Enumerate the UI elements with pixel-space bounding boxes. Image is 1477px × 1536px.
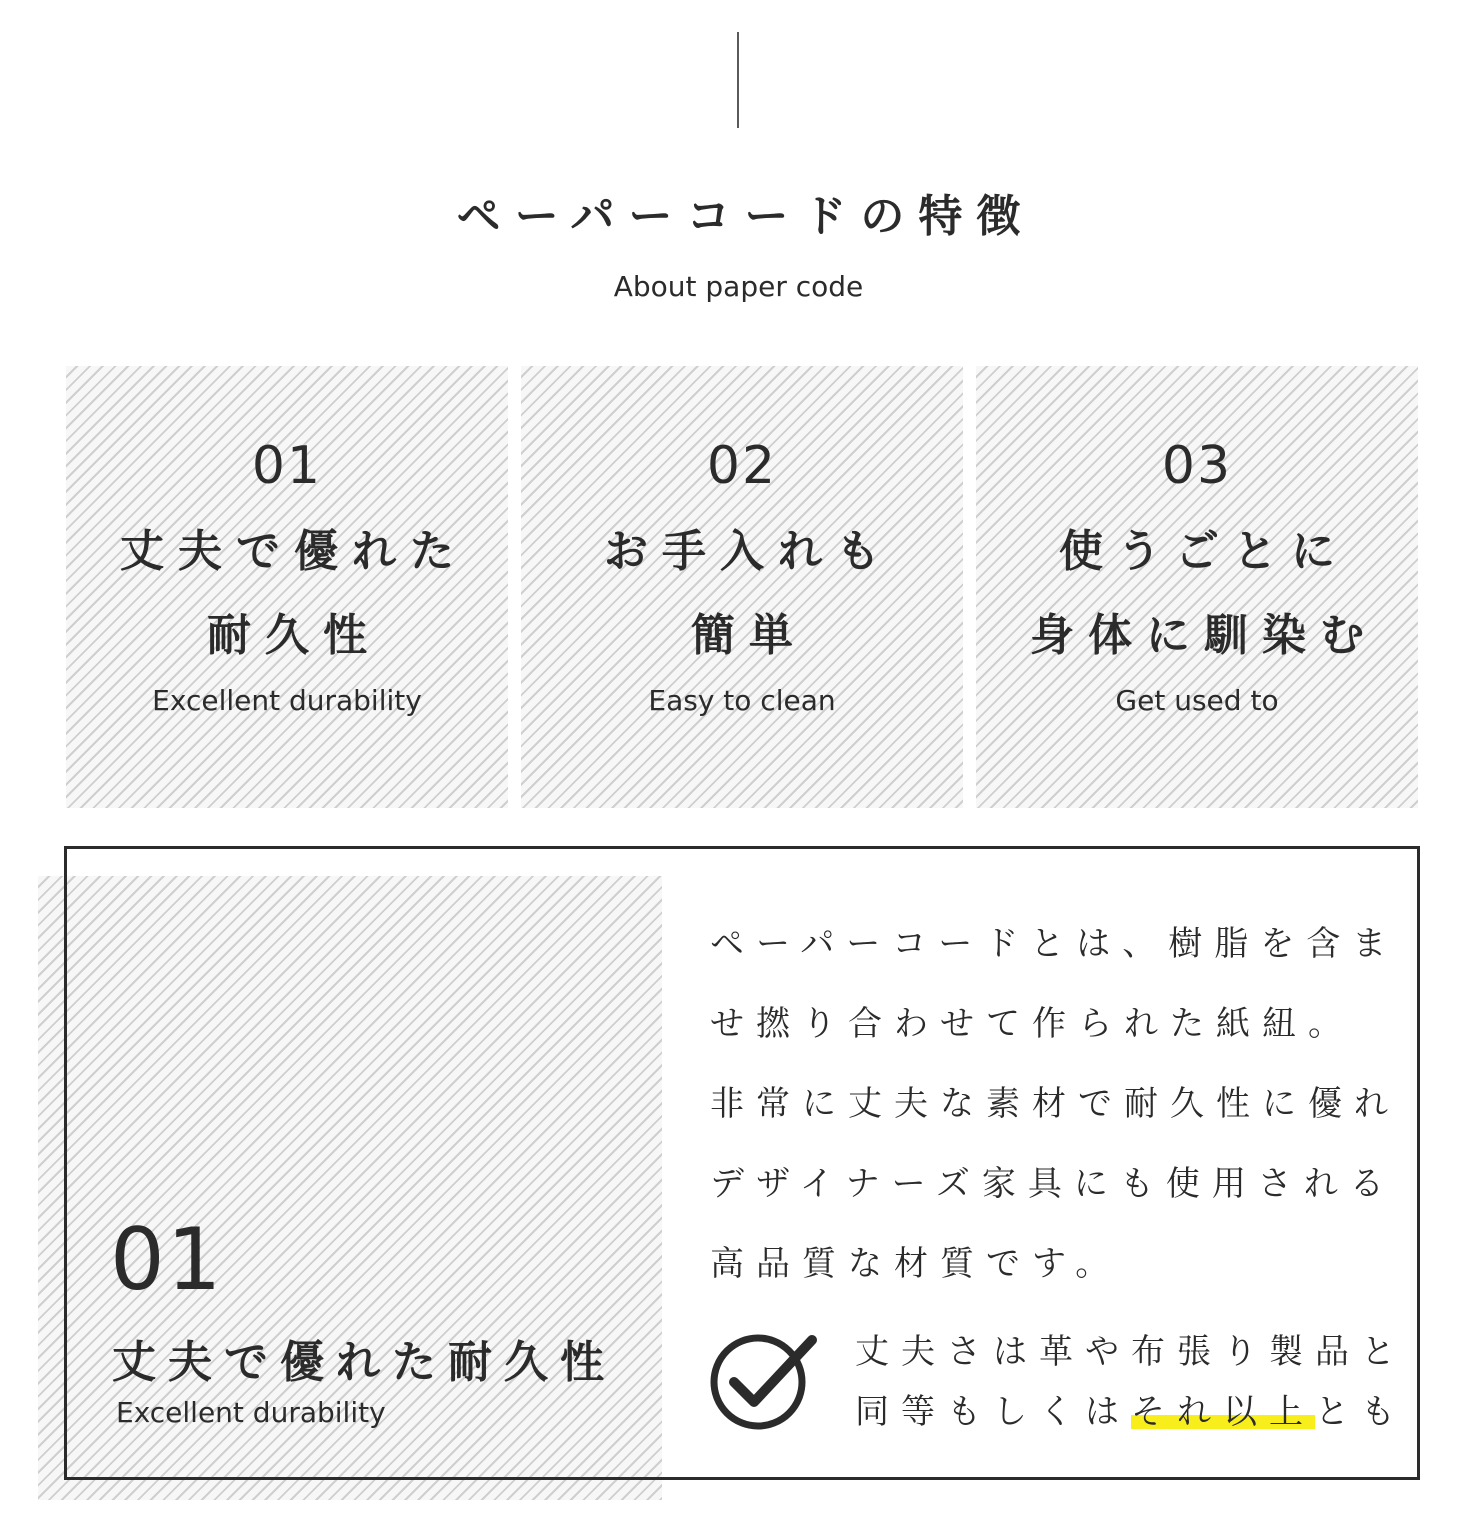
note-text: とも <box>1315 1392 1407 1432</box>
description-line: デザイナーズ家具にも使用される <box>710 1164 1396 1204</box>
feature-title-line1: 使うごとに <box>1059 526 1349 577</box>
page-title: ペーパーコードの特徴 <box>456 191 1035 242</box>
feature-number: 02 <box>706 436 778 496</box>
detail-english-label: Excellent durability <box>116 1396 386 1429</box>
description-line: 高品質な材質です。 <box>710 1244 1122 1284</box>
feature-card-get-used <box>976 366 1418 808</box>
feature-title-line1: 丈夫で優れた <box>120 526 468 577</box>
detail-description <box>710 904 1400 1304</box>
feature-english-label: Get used to <box>1115 684 1279 717</box>
feature-english-label: Easy to clean <box>648 684 836 717</box>
feature-title-line2: 簡単 <box>691 610 807 661</box>
detail-title: 丈夫で優れた耐久性 <box>112 1337 616 1388</box>
description-line: せ撚り合わせて作られた紙紐。 <box>710 1004 1354 1044</box>
durability-note <box>855 1322 1415 1442</box>
feature-card-easy-clean <box>521 366 963 808</box>
note-text: 同等もしくは <box>855 1392 1131 1432</box>
feature-title-line1: お手入れも <box>604 526 894 577</box>
feature-number: 01 <box>251 436 323 496</box>
top-divider-line <box>737 32 739 128</box>
checkmark-icon <box>708 1330 820 1430</box>
feature-number: 03 <box>1161 436 1233 496</box>
feature-card-durability <box>66 366 508 808</box>
feature-english-label: Excellent durability <box>152 684 422 717</box>
feature-title-line2: 耐久性 <box>207 610 381 661</box>
note-line: 丈夫さは革や布張り製品と <box>855 1332 1407 1372</box>
page-subtitle: About paper code <box>613 270 864 303</box>
description-line: 非常に丈夫な素材で耐久性に優れ <box>710 1084 1400 1124</box>
detail-number: 01 <box>110 1210 224 1310</box>
description-line: ペーパーコードとは、樹脂を含ま <box>710 924 1399 964</box>
note-line <box>855 1382 1415 1442</box>
feature-title-line2: 身体に馴染む <box>1030 610 1378 661</box>
note-highlight: それ以上 <box>1131 1392 1315 1432</box>
